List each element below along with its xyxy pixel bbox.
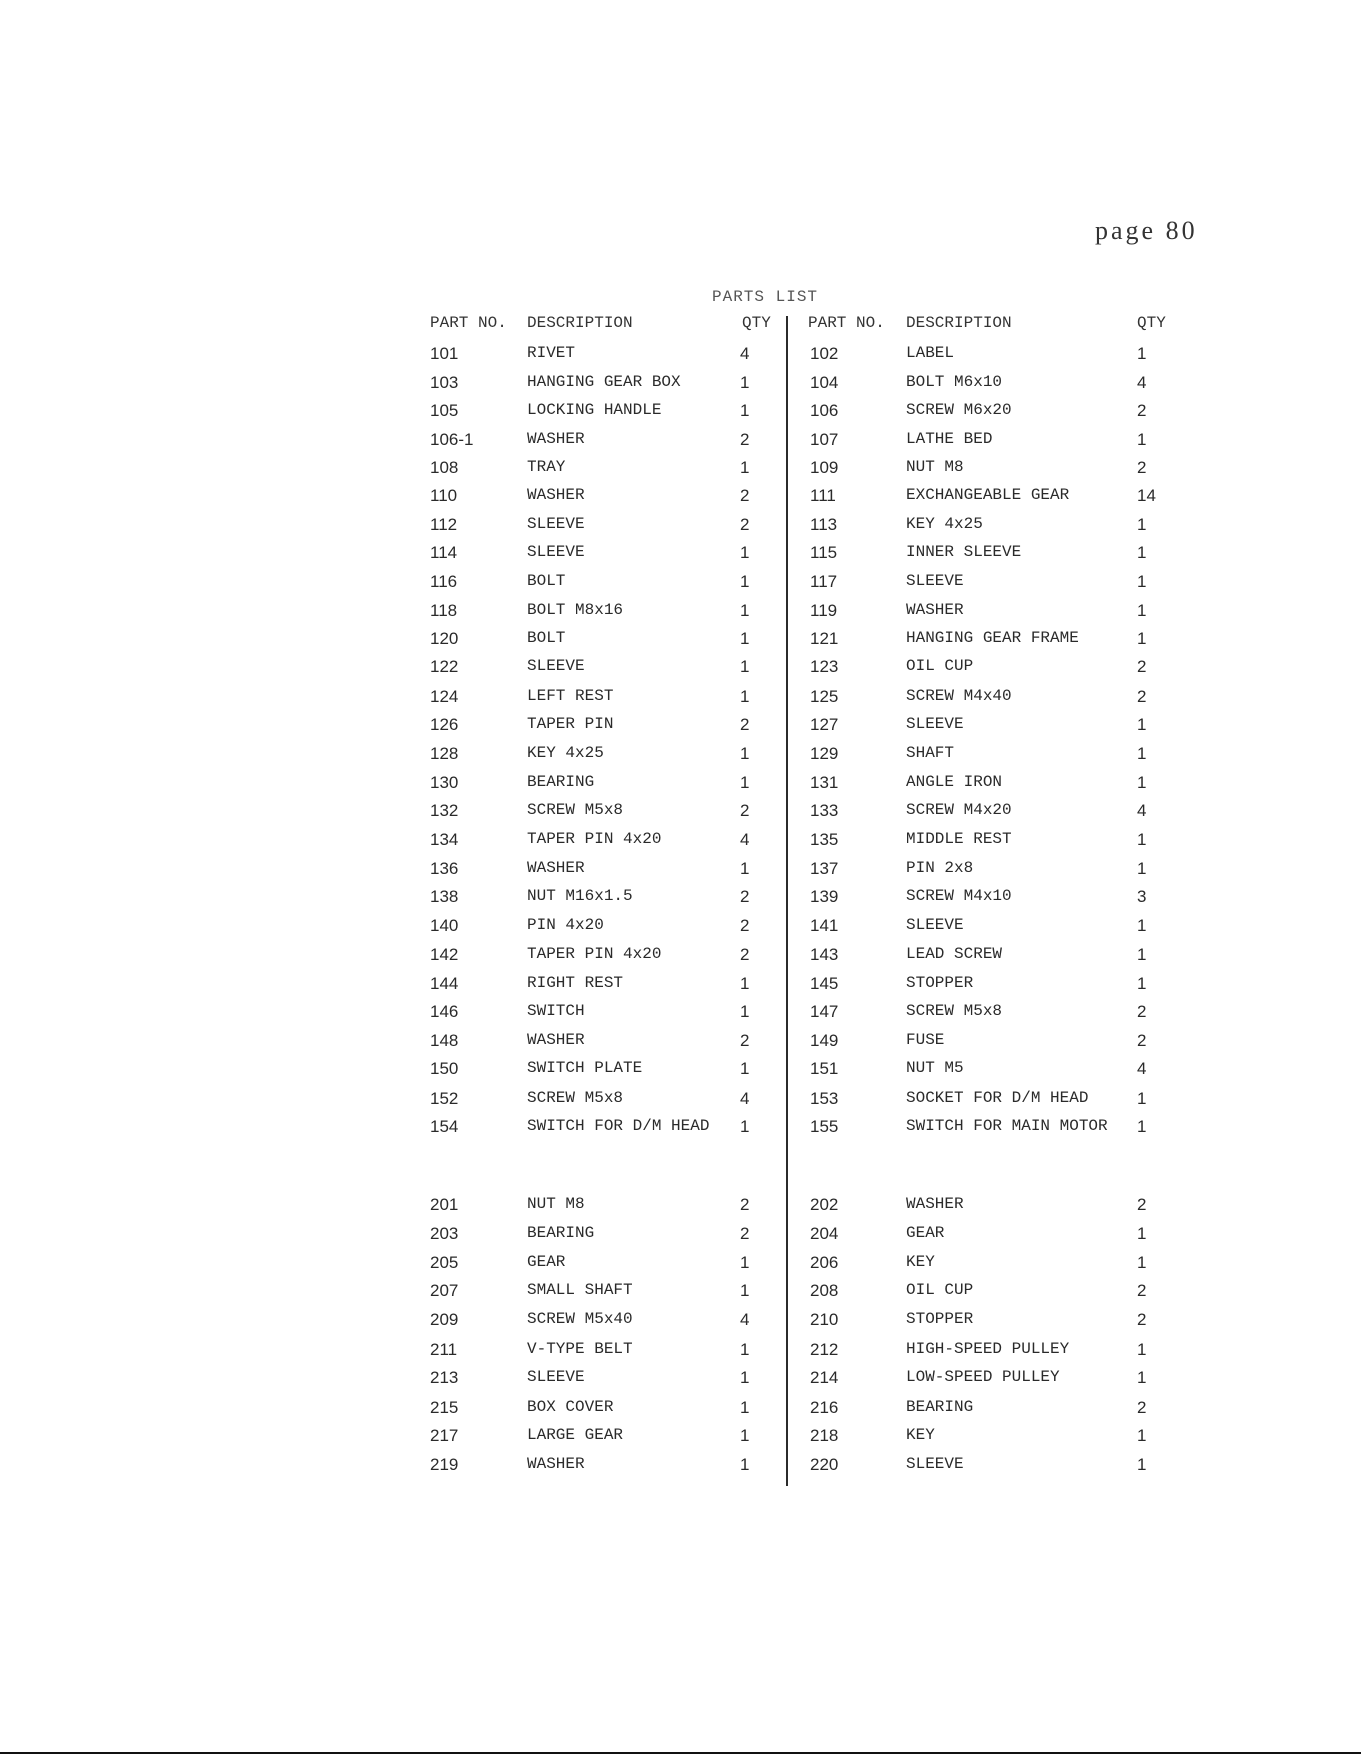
right-qty-cell: 1 (1137, 859, 1147, 878)
right-qty-cell: 2 (1137, 1195, 1147, 1214)
left-description-cell: SMALL SHAFT (527, 1281, 633, 1299)
right-part-no-cell: 115 (810, 543, 838, 562)
table-row (0, 1426, 1361, 1450)
table-row (0, 687, 1361, 711)
left-part-no-cell: 152 (430, 1089, 459, 1108)
left-description-cell: WASHER (527, 486, 585, 504)
right-description-cell: MIDDLE REST (906, 830, 1012, 848)
left-description-cell: BEARING (527, 773, 595, 791)
right-part-no-cell: 139 (810, 887, 839, 906)
right-description-cell: OIL CUP (906, 1281, 974, 1299)
right-qty-cell: 2 (1137, 657, 1147, 676)
left-part-no-cell: 215 (430, 1398, 459, 1417)
left-part-no-cell: 105 (430, 401, 459, 420)
left-qty-cell: 1 (740, 1368, 750, 1387)
right-part-no-cell: 151 (810, 1059, 839, 1078)
left-part-no-cell: 213 (430, 1368, 459, 1387)
left-qty-cell: 1 (740, 373, 750, 392)
right-part-no-cell: 141 (810, 916, 839, 935)
left-description-cell: WASHER (527, 1455, 585, 1473)
left-description-cell: BOX COVER (527, 1398, 614, 1416)
right-part-no-cell: 121 (810, 629, 839, 648)
table-row (0, 1253, 1361, 1277)
right-description-cell: ANGLE IRON (906, 773, 1003, 791)
right-qty-cell: 1 (1137, 601, 1147, 620)
table-row (0, 572, 1361, 596)
right-part-no-cell: 107 (810, 430, 839, 449)
right-qty-cell: 1 (1137, 430, 1147, 449)
left-part-no-cell: 108 (430, 458, 459, 477)
left-part-no-cell: 203 (430, 1224, 459, 1243)
left-description-cell: SWITCH PLATE (527, 1059, 643, 1077)
left-qty-cell: 1 (740, 543, 750, 562)
left-part-no-cell: 146 (430, 1002, 459, 1021)
left-part-no-cell: 106-1 (430, 430, 474, 449)
right-part-no-cell: 123 (810, 657, 839, 676)
right-qty-cell: 1 (1137, 572, 1147, 591)
right-part-no-cell: 111 (810, 486, 836, 505)
right-description-cell: SCREW M4x40 (906, 687, 1012, 705)
left-description-cell: LOCKING HANDLE (527, 401, 662, 419)
table-row (0, 1310, 1361, 1334)
right-description-cell: NUT M5 (906, 1059, 964, 1077)
right-description-cell: SCREW M4x10 (906, 887, 1012, 905)
left-qty-cell: 4 (740, 1089, 750, 1108)
left-part-no-cell: 209 (430, 1310, 459, 1329)
left-qty-cell: 1 (740, 1002, 750, 1021)
table-row (0, 801, 1361, 825)
left-part-no-cell: 138 (430, 887, 459, 906)
right-description-cell: LATHE BED (906, 430, 993, 448)
right-qty-cell: 1 (1137, 945, 1147, 964)
right-part-no-cell: 214 (810, 1368, 839, 1387)
right-description-cell: PIN 2x8 (906, 859, 974, 877)
left-qty-cell: 1 (740, 1253, 750, 1272)
right-part-no-cell: 149 (810, 1031, 839, 1050)
right-description-cell: SCREW M6x20 (906, 401, 1012, 419)
right-description-cell: HANGING GEAR FRAME (906, 629, 1079, 647)
table-row (0, 1031, 1361, 1055)
left-part-no-cell: 124 (430, 687, 459, 706)
right-description-cell: GEAR (906, 1224, 945, 1242)
page-number: page 80 (1095, 216, 1198, 245)
right-qty-cell: 3 (1137, 887, 1147, 906)
left-part-no-cell: 150 (430, 1059, 459, 1078)
right-qty-cell: 1 (1137, 1368, 1147, 1387)
left-description-cell: SLEEVE (527, 657, 585, 675)
table-row (0, 1340, 1361, 1364)
right-qty-cell: 2 (1137, 401, 1147, 420)
left-part-no-cell: 101 (430, 344, 459, 363)
right-qty-cell: 1 (1137, 1340, 1147, 1359)
left-description-cell: KEY 4x25 (527, 744, 604, 762)
right-description-cell: WASHER (906, 601, 964, 619)
left-description-cell: SLEEVE (527, 1368, 585, 1386)
right-part-no-cell: 135 (810, 830, 839, 849)
left-description-cell: BEARING (527, 1224, 595, 1242)
right-description-cell: EXCHANGEABLE GEAR (906, 486, 1070, 504)
left-qty-cell: 4 (740, 830, 750, 849)
left-part-no-cell: 110 (430, 486, 458, 505)
table-row (0, 601, 1361, 625)
right-qty-cell: 1 (1137, 1426, 1147, 1445)
left-qty-cell: 2 (740, 430, 750, 449)
table-row (0, 773, 1361, 797)
left-qty-cell: 1 (740, 687, 750, 706)
right-description-cell: SWITCH FOR MAIN MOTOR (906, 1117, 1108, 1135)
right-qty-cell: 1 (1137, 1224, 1147, 1243)
table-row (0, 629, 1361, 653)
right-part-no-cell: 127 (810, 715, 839, 734)
table-row (0, 1195, 1361, 1219)
right-description-cell: KEY (906, 1426, 935, 1444)
left-part-no-cell: 217 (430, 1426, 459, 1445)
right-description-cell: STOPPER (906, 1310, 974, 1328)
table-row (0, 657, 1361, 681)
left-qty-cell: 1 (740, 657, 750, 676)
left-part-no-cell: 140 (430, 916, 459, 935)
table-row (0, 543, 1361, 567)
left-qty-cell: 1 (740, 1117, 750, 1136)
left-qty-cell: 1 (740, 572, 750, 591)
left-description-cell: SCREW M5x8 (527, 801, 624, 819)
right-description-cell: SLEEVE (906, 1455, 964, 1473)
table-row (0, 1455, 1361, 1479)
right-description-cell: SLEEVE (906, 572, 964, 590)
left-part-no-cell: 126 (430, 715, 459, 734)
right-part-no-cell: 131 (810, 773, 839, 792)
table-row (0, 945, 1361, 969)
table-row (0, 859, 1361, 883)
right-qty-cell: 1 (1137, 629, 1147, 648)
table-row (0, 486, 1361, 510)
right-part-no-cell: 212 (810, 1340, 839, 1359)
left-qty-cell: 4 (740, 1310, 750, 1329)
left-part-no-cell: 122 (430, 657, 459, 676)
table-row (0, 515, 1361, 539)
left-qty-cell: 1 (740, 1455, 750, 1474)
left-part-no-cell: 130 (430, 773, 459, 792)
left-description-cell: RIVET (527, 344, 576, 362)
left-description-cell: SLEEVE (527, 543, 585, 561)
table-row (0, 1059, 1361, 1083)
left-qty-cell: 1 (740, 744, 750, 763)
right-part-no-cell: 220 (810, 1455, 839, 1474)
left-qty-cell: 1 (740, 1059, 750, 1078)
table-row (0, 344, 1361, 368)
left-qty-cell: 1 (740, 773, 750, 792)
left-description-cell: SCREW M5x40 (527, 1310, 633, 1328)
right-qty-cell: 2 (1137, 1281, 1147, 1300)
table-row (0, 715, 1361, 739)
left-description-cell: BOLT M8x16 (527, 601, 624, 619)
left-description-cell: PIN 4x20 (527, 916, 604, 934)
right-part-no-cell: 125 (810, 687, 839, 706)
left-part-no-cell: 205 (430, 1253, 459, 1272)
left-qty-cell: 2 (740, 1195, 750, 1214)
left-qty-cell: 1 (740, 1340, 750, 1359)
table-row (0, 1224, 1361, 1248)
table-row (0, 401, 1361, 425)
right-qty-cell: 1 (1137, 773, 1147, 792)
right-description-cell: NUT M8 (906, 458, 964, 476)
left-description-cell: TRAY (527, 458, 566, 476)
left-qty-cell: 2 (740, 515, 750, 534)
right-qty-cell: 1 (1137, 974, 1147, 993)
left-part-no-cell: 128 (430, 744, 459, 763)
left-part-no-cell: 144 (430, 974, 459, 993)
left-qty-cell: 2 (740, 801, 750, 820)
left-part-no-cell: 201 (430, 1195, 459, 1214)
right-part-no-cell: 204 (810, 1224, 839, 1243)
left-description-cell: HANGING GEAR BOX (527, 373, 681, 391)
left-qty-cell: 1 (740, 601, 750, 620)
right-qty-cell: 1 (1137, 830, 1147, 849)
right-qty-cell: 1 (1137, 344, 1147, 363)
left-description-cell: BOLT (527, 572, 566, 590)
right-qty-cell: 2 (1137, 1002, 1147, 1021)
left-description-cell: BOLT (527, 629, 566, 647)
right-part-no-cell: 137 (810, 859, 839, 878)
left-part-no-cell: 148 (430, 1031, 459, 1050)
right-qty-cell: 4 (1137, 801, 1147, 820)
table-row (0, 1002, 1361, 1026)
table-row (0, 458, 1361, 482)
left-description-cell: LEFT REST (527, 687, 614, 705)
left-part-no-cell: 211 (430, 1340, 458, 1359)
right-qty-cell: 2 (1137, 687, 1147, 706)
left-part-no-cell: 103 (430, 373, 459, 392)
left-qty-cell: 2 (740, 1031, 750, 1050)
right-part-no-cell: 216 (810, 1398, 839, 1417)
header-description-left: DESCRIPTION (527, 314, 633, 332)
right-qty-cell: 1 (1137, 515, 1147, 534)
right-part-no-cell: 133 (810, 801, 839, 820)
right-description-cell: OIL CUP (906, 657, 974, 675)
right-description-cell: SLEEVE (906, 715, 964, 733)
right-part-no-cell: 210 (810, 1310, 839, 1329)
left-description-cell: WASHER (527, 430, 585, 448)
right-part-no-cell: 104 (810, 373, 839, 392)
left-description-cell: LARGE GEAR (527, 1426, 624, 1444)
left-description-cell: SCREW M5x8 (527, 1089, 624, 1107)
header-qty-left: QTY (742, 314, 771, 332)
right-part-no-cell: 106 (810, 401, 839, 420)
left-qty-cell: 1 (740, 1281, 750, 1300)
right-qty-cell: 1 (1137, 715, 1147, 734)
left-qty-cell: 2 (740, 715, 750, 734)
left-part-no-cell: 207 (430, 1281, 459, 1300)
left-description-cell: NUT M8 (527, 1195, 585, 1213)
table-row (0, 1089, 1361, 1113)
right-part-no-cell: 113 (810, 515, 838, 534)
bottom-rule (0, 1752, 1361, 1754)
left-description-cell: RIGHT REST (527, 974, 624, 992)
right-part-no-cell: 202 (810, 1195, 839, 1214)
right-part-no-cell: 117 (810, 572, 838, 591)
table-row (0, 1117, 1361, 1141)
right-part-no-cell: 145 (810, 974, 839, 993)
left-qty-cell: 1 (740, 1398, 750, 1417)
table-row (0, 916, 1361, 940)
left-part-no-cell: 142 (430, 945, 459, 964)
left-description-cell: TAPER PIN 4x20 (527, 830, 662, 848)
table-row (0, 830, 1361, 854)
table-row (0, 744, 1361, 768)
left-qty-cell: 1 (740, 629, 750, 648)
right-description-cell: SCREW M5x8 (906, 1002, 1003, 1020)
header-part-no-right: PART NO. (808, 314, 885, 332)
left-qty-cell: 2 (740, 916, 750, 935)
page-title: PARTS LIST (712, 288, 819, 306)
left-description-cell: NUT M16x1.5 (527, 887, 633, 905)
right-description-cell: BOLT M6x10 (906, 373, 1003, 391)
left-description-cell: GEAR (527, 1253, 566, 1271)
right-qty-cell: 2 (1137, 1398, 1147, 1417)
right-part-no-cell: 218 (810, 1426, 839, 1445)
right-description-cell: SHAFT (906, 744, 955, 762)
right-description-cell: STOPPER (906, 974, 974, 992)
left-description-cell: SWITCH FOR D/M HEAD (527, 1117, 710, 1135)
left-qty-cell: 1 (740, 1426, 750, 1445)
left-part-no-cell: 114 (430, 543, 458, 562)
left-description-cell: WASHER (527, 859, 585, 877)
left-qty-cell: 1 (740, 401, 750, 420)
left-part-no-cell: 120 (430, 629, 459, 648)
right-description-cell: KEY (906, 1253, 935, 1271)
header-qty-right: QTY (1137, 314, 1166, 332)
table-row (0, 1398, 1361, 1422)
right-qty-cell: 4 (1137, 1059, 1147, 1078)
right-part-no-cell: 109 (810, 458, 839, 477)
left-part-no-cell: 136 (430, 859, 459, 878)
right-part-no-cell: 206 (810, 1253, 839, 1272)
right-qty-cell: 1 (1137, 744, 1147, 763)
right-part-no-cell: 129 (810, 744, 839, 763)
right-qty-cell: 14 (1137, 486, 1156, 505)
right-description-cell: LOW-SPEED PULLEY (906, 1368, 1060, 1386)
right-description-cell: KEY 4x25 (906, 515, 983, 533)
right-qty-cell: 2 (1137, 1031, 1147, 1050)
left-description-cell: V-TYPE BELT (527, 1340, 633, 1358)
table-row (0, 1281, 1361, 1305)
left-qty-cell: 2 (740, 887, 750, 906)
left-description-cell: SLEEVE (527, 515, 585, 533)
left-qty-cell: 1 (740, 859, 750, 878)
left-part-no-cell: 112 (430, 515, 458, 534)
right-part-no-cell: 102 (810, 344, 839, 363)
table-row (0, 1368, 1361, 1392)
left-part-no-cell: 134 (430, 830, 459, 849)
left-description-cell: WASHER (527, 1031, 585, 1049)
left-qty-cell: 1 (740, 974, 750, 993)
left-qty-cell: 2 (740, 945, 750, 964)
right-qty-cell: 1 (1137, 1089, 1147, 1108)
right-qty-cell: 2 (1137, 458, 1147, 477)
left-description-cell: TAPER PIN 4x20 (527, 945, 662, 963)
right-description-cell: FUSE (906, 1031, 945, 1049)
right-part-no-cell: 208 (810, 1281, 839, 1300)
left-part-no-cell: 154 (430, 1117, 459, 1136)
right-description-cell: LEAD SCREW (906, 945, 1003, 963)
table-row (0, 974, 1361, 998)
left-part-no-cell: 116 (430, 572, 458, 591)
right-qty-cell: 1 (1137, 1117, 1147, 1136)
right-part-no-cell: 143 (810, 945, 839, 964)
header-description-right: DESCRIPTION (906, 314, 1012, 332)
left-qty-cell: 4 (740, 344, 750, 363)
right-part-no-cell: 153 (810, 1089, 839, 1108)
table-row (0, 373, 1361, 397)
right-description-cell: HIGH-SPEED PULLEY (906, 1340, 1070, 1358)
left-part-no-cell: 219 (430, 1455, 459, 1474)
right-description-cell: SLEEVE (906, 916, 964, 934)
right-description-cell: BEARING (906, 1398, 974, 1416)
right-description-cell: SOCKET FOR D/M HEAD (906, 1089, 1089, 1107)
right-part-no-cell: 155 (810, 1117, 839, 1136)
right-qty-cell: 1 (1137, 543, 1147, 562)
right-description-cell: INNER SLEEVE (906, 543, 1022, 561)
right-qty-cell: 2 (1137, 1310, 1147, 1329)
header-part-no-left: PART NO. (430, 314, 507, 332)
right-qty-cell: 1 (1137, 916, 1147, 935)
right-description-cell: LABEL (906, 344, 955, 362)
right-qty-cell: 1 (1137, 1253, 1147, 1272)
left-qty-cell: 2 (740, 1224, 750, 1243)
right-part-no-cell: 147 (810, 1002, 839, 1021)
right-description-cell: WASHER (906, 1195, 964, 1213)
right-qty-cell: 4 (1137, 373, 1147, 392)
table-row (0, 430, 1361, 454)
left-part-no-cell: 118 (430, 601, 458, 620)
left-qty-cell: 1 (740, 458, 750, 477)
table-row (0, 887, 1361, 911)
left-description-cell: SWITCH (527, 1002, 585, 1020)
left-qty-cell: 2 (740, 486, 750, 505)
right-description-cell: SCREW M4x20 (906, 801, 1012, 819)
right-qty-cell: 1 (1137, 1455, 1147, 1474)
left-part-no-cell: 132 (430, 801, 459, 820)
right-part-no-cell: 119 (810, 601, 838, 620)
left-description-cell: TAPER PIN (527, 715, 614, 733)
